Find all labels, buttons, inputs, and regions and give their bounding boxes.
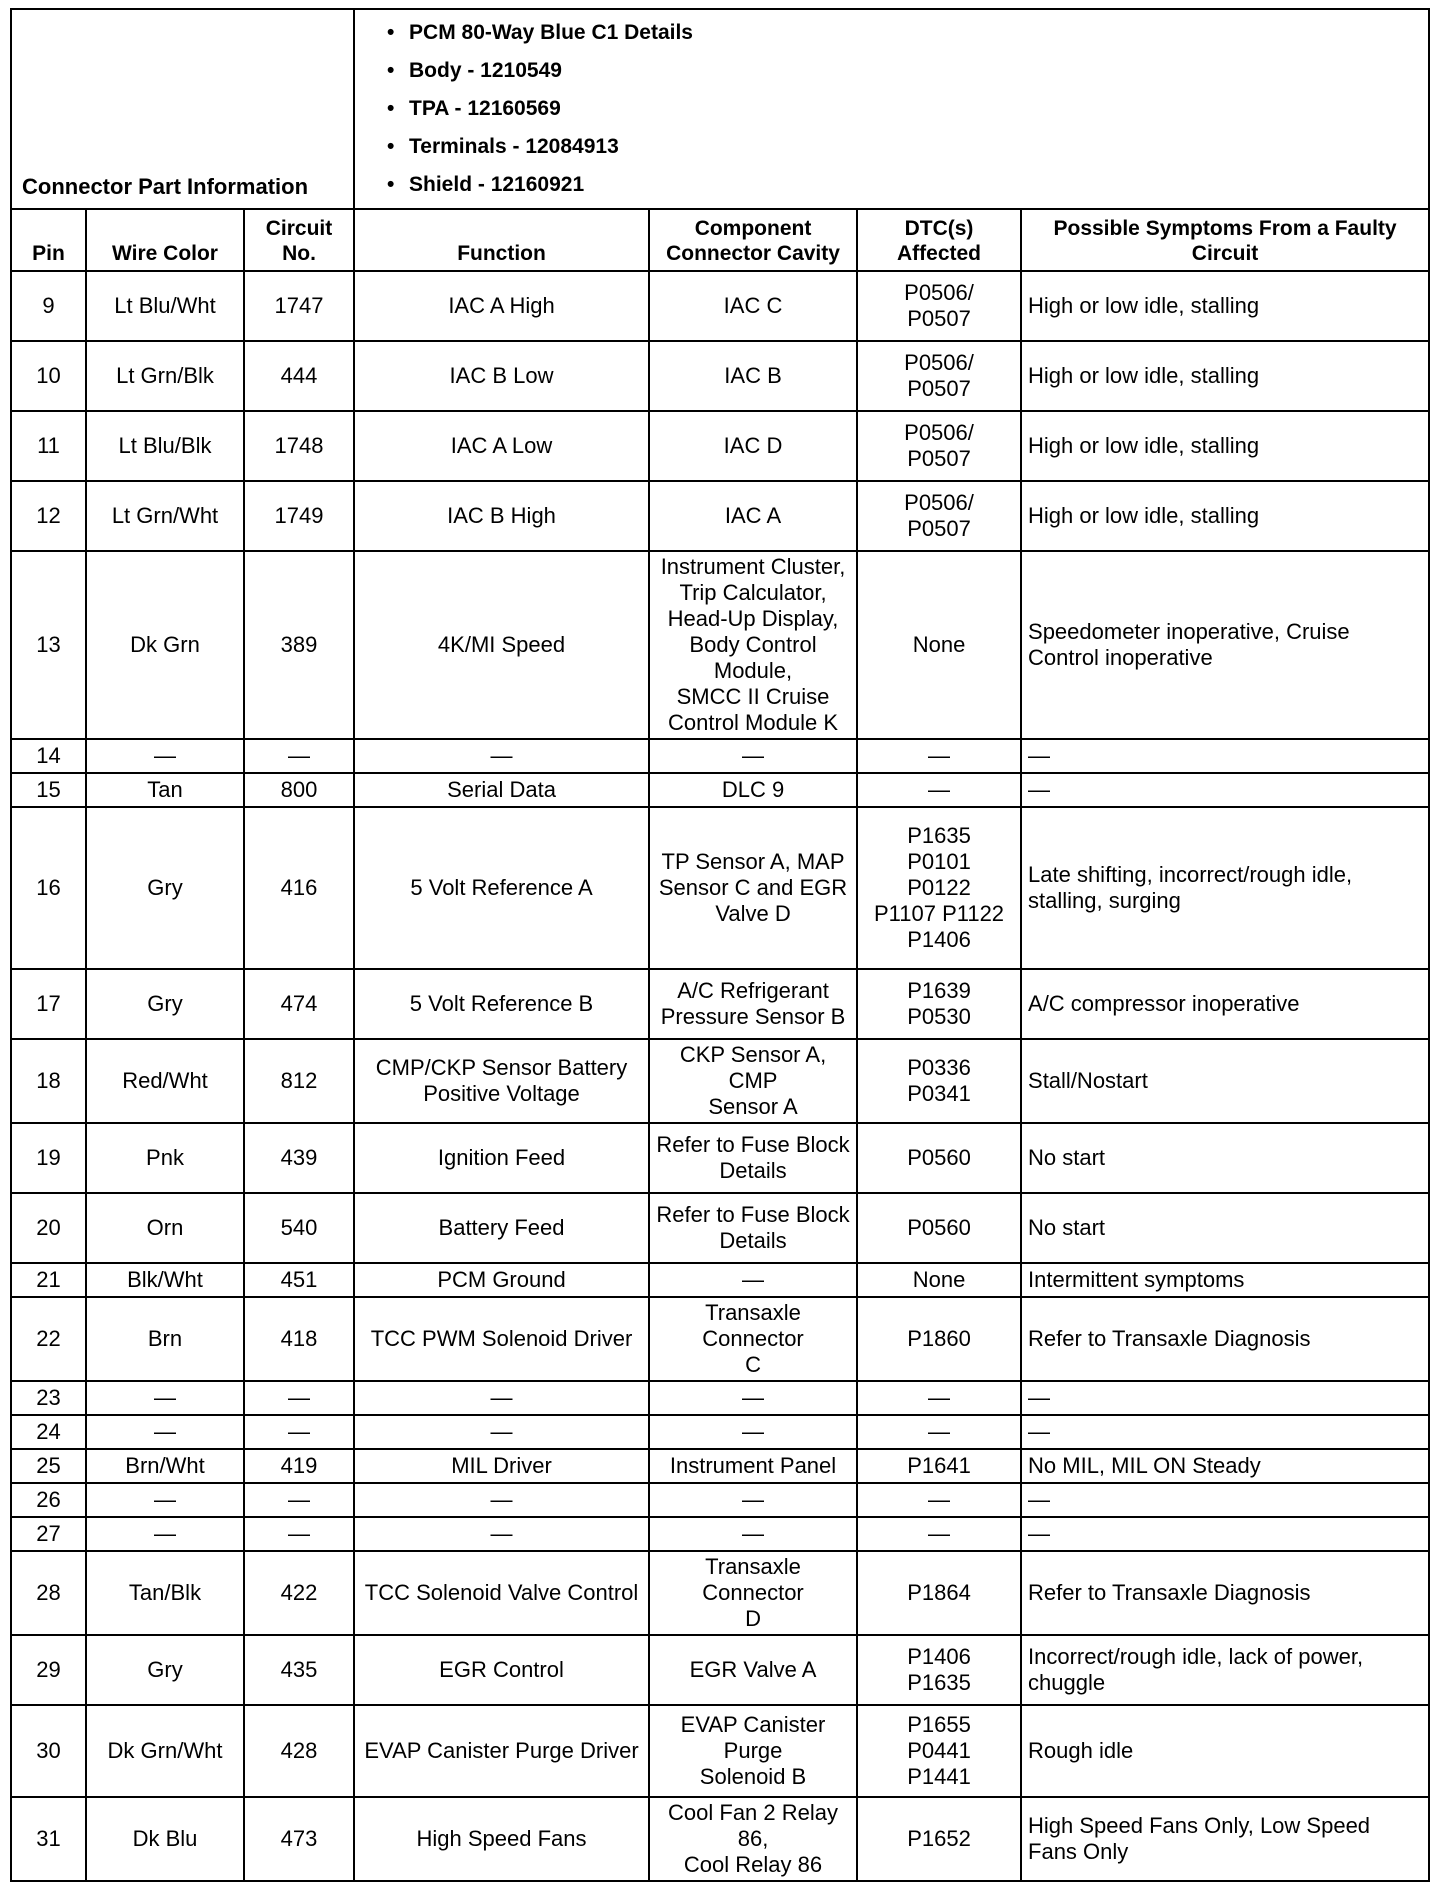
- component-cell: IAC A: [649, 481, 857, 551]
- dtc-cell: P1406 P1635: [857, 1635, 1021, 1705]
- symptoms-cell: Speedometer inoperative, Cruise Control inoperative: [1021, 551, 1429, 739]
- symptoms-cell: —: [1021, 1415, 1429, 1449]
- circuit-cell: 389: [244, 551, 354, 739]
- connector-pinout-sheet: [10, 8, 1428, 1882]
- symptoms-cell: Late shifting, incorrect/rough idle, stalling, surging: [1021, 807, 1429, 969]
- circuit-cell: 800: [244, 773, 354, 807]
- connector-info-item: • Body - 1210549: [409, 52, 1420, 90]
- wire-color-cell: Lt Blu/Wht: [86, 271, 244, 341]
- table-row: [11, 1517, 1429, 1551]
- pin-cell: 30: [11, 1705, 86, 1797]
- function-cell: High Speed Fans: [354, 1797, 649, 1881]
- table-row: [11, 1297, 1429, 1381]
- component-cell: IAC C: [649, 271, 857, 341]
- dtc-cell: P1860: [857, 1297, 1021, 1381]
- component-cell: IAC B: [649, 341, 857, 411]
- dtc-cell: —: [857, 1381, 1021, 1415]
- function-cell: 4K/MI Speed: [354, 551, 649, 739]
- circuit-cell: 473: [244, 1797, 354, 1881]
- wire-color-cell: Gry: [86, 969, 244, 1039]
- symptoms-cell: —: [1021, 1517, 1429, 1551]
- function-cell: TCC Solenoid Valve Control: [354, 1551, 649, 1635]
- function-cell: EGR Control: [354, 1635, 649, 1705]
- table-row: [11, 271, 1429, 341]
- dtc-cell: P1652: [857, 1797, 1021, 1881]
- dtc-cell: P1864: [857, 1551, 1021, 1635]
- function-cell: —: [354, 1415, 649, 1449]
- component-cell: A/C Refrigerant Pressure Sensor B: [649, 969, 857, 1039]
- component-cell: Instrument Panel: [649, 1449, 857, 1483]
- pin-cell: 31: [11, 1797, 86, 1881]
- connector-info-label: Connector Part Information: [11, 9, 354, 209]
- component-cell: Refer to Fuse Block Details: [649, 1123, 857, 1193]
- table-row: [11, 807, 1429, 969]
- symptoms-cell: —: [1021, 773, 1429, 807]
- function-cell: —: [354, 1483, 649, 1517]
- pin-cell: 25: [11, 1449, 86, 1483]
- wire-color-cell: —: [86, 1483, 244, 1517]
- symptoms-cell: Rough idle: [1021, 1705, 1429, 1797]
- connector-info-list-cell: [354, 9, 1429, 209]
- component-cell: CKP Sensor A, CMP Sensor A: [649, 1039, 857, 1123]
- wire-color-cell: Lt Grn/Wht: [86, 481, 244, 551]
- pin-cell: 10: [11, 341, 86, 411]
- table-row: [11, 1415, 1429, 1449]
- pin-cell: 21: [11, 1263, 86, 1297]
- pin-cell: 15: [11, 773, 86, 807]
- function-cell: EVAP Canister Purge Driver: [354, 1705, 649, 1797]
- col-header-function: Function: [354, 209, 649, 271]
- wire-color-cell: —: [86, 739, 244, 773]
- wire-color-cell: Brn: [86, 1297, 244, 1381]
- table-row: [11, 481, 1429, 551]
- wire-color-cell: Tan/Blk: [86, 1551, 244, 1635]
- col-header-dtc: DTC(s) Affected: [857, 209, 1021, 271]
- component-cell: EVAP Canister Purge Solenoid B: [649, 1705, 857, 1797]
- circuit-cell: 1747: [244, 271, 354, 341]
- dtc-cell: —: [857, 1517, 1021, 1551]
- circuit-cell: —: [244, 1381, 354, 1415]
- component-cell: —: [649, 1483, 857, 1517]
- dtc-cell: P1641: [857, 1449, 1021, 1483]
- dtc-cell: —: [857, 773, 1021, 807]
- symptoms-cell: High or low idle, stalling: [1021, 481, 1429, 551]
- table-row: [11, 969, 1429, 1039]
- col-header-component: Component Connector Cavity: [649, 209, 857, 271]
- component-cell: —: [649, 1517, 857, 1551]
- pin-cell: 12: [11, 481, 86, 551]
- component-cell: —: [649, 1381, 857, 1415]
- circuit-cell: —: [244, 1483, 354, 1517]
- table-row: [11, 341, 1429, 411]
- dtc-cell: P1655 P0441 P1441: [857, 1705, 1021, 1797]
- dtc-cell: P1639 P0530: [857, 969, 1021, 1039]
- dtc-cell: P0560: [857, 1193, 1021, 1263]
- connector-info-item: • PCM 80-Way Blue C1 Details: [409, 14, 1420, 52]
- pin-cell: 22: [11, 1297, 86, 1381]
- pin-cell: 19: [11, 1123, 86, 1193]
- function-cell: IAC A High: [354, 271, 649, 341]
- pin-cell: 18: [11, 1039, 86, 1123]
- function-cell: IAC B High: [354, 481, 649, 551]
- symptoms-cell: High Speed Fans Only, Low Speed Fans Only: [1021, 1797, 1429, 1881]
- circuit-cell: 422: [244, 1551, 354, 1635]
- wire-color-cell: Red/Wht: [86, 1039, 244, 1123]
- symptoms-cell: No MIL, MIL ON Steady: [1021, 1449, 1429, 1483]
- pin-cell: 17: [11, 969, 86, 1039]
- pin-cell: 26: [11, 1483, 86, 1517]
- symptoms-cell: Refer to Transaxle Diagnosis: [1021, 1551, 1429, 1635]
- table-row: [11, 1483, 1429, 1517]
- function-cell: MIL Driver: [354, 1449, 649, 1483]
- circuit-cell: —: [244, 739, 354, 773]
- col-header-wire-color: Wire Color: [86, 209, 244, 271]
- dtc-cell: —: [857, 1483, 1021, 1517]
- dtc-cell: P0506/ P0507: [857, 411, 1021, 481]
- component-cell: TP Sensor A, MAP Sensor C and EGR Valve D: [649, 807, 857, 969]
- function-cell: PCM Ground: [354, 1263, 649, 1297]
- symptoms-cell: —: [1021, 1381, 1429, 1415]
- function-cell: 5 Volt Reference A: [354, 807, 649, 969]
- table-row: [11, 739, 1429, 773]
- pin-cell: 13: [11, 551, 86, 739]
- function-cell: —: [354, 739, 649, 773]
- symptoms-cell: High or low idle, stalling: [1021, 411, 1429, 481]
- component-cell: Refer to Fuse Block Details: [649, 1193, 857, 1263]
- wire-color-cell: Tan: [86, 773, 244, 807]
- connector-info-item: • Terminals - 12084913: [409, 128, 1420, 166]
- connector-info-row: [11, 9, 1429, 209]
- table-row: [11, 1039, 1429, 1123]
- column-header-row: [11, 209, 1429, 271]
- table-row: [11, 1123, 1429, 1193]
- function-cell: Battery Feed: [354, 1193, 649, 1263]
- dtc-cell: None: [857, 1263, 1021, 1297]
- dtc-cell: —: [857, 1415, 1021, 1449]
- table-row: [11, 1551, 1429, 1635]
- component-cell: Instrument Cluster, Trip Calculator, Head-Up Display, Body Control Module, SMCC II Cruise Control Module K: [649, 551, 857, 739]
- component-cell: Transaxle Connector D: [649, 1551, 857, 1635]
- component-cell: —: [649, 1263, 857, 1297]
- pin-cell: 24: [11, 1415, 86, 1449]
- component-cell: Cool Fan 2 Relay 86, Cool Relay 86: [649, 1797, 857, 1881]
- circuit-cell: 474: [244, 969, 354, 1039]
- symptoms-cell: No start: [1021, 1123, 1429, 1193]
- circuit-cell: 428: [244, 1705, 354, 1797]
- table-row: [11, 773, 1429, 807]
- component-cell: DLC 9: [649, 773, 857, 807]
- pin-cell: 11: [11, 411, 86, 481]
- circuit-cell: 1748: [244, 411, 354, 481]
- pin-cell: 29: [11, 1635, 86, 1705]
- wire-color-cell: Blk/Wht: [86, 1263, 244, 1297]
- symptoms-cell: Stall/Nostart: [1021, 1039, 1429, 1123]
- circuit-cell: 419: [244, 1449, 354, 1483]
- table-row: [11, 1705, 1429, 1797]
- col-header-pin: Pin: [11, 209, 86, 271]
- dtc-cell: P0336 P0341: [857, 1039, 1021, 1123]
- table-row: [11, 411, 1429, 481]
- symptoms-cell: —: [1021, 1483, 1429, 1517]
- function-cell: TCC PWM Solenoid Driver: [354, 1297, 649, 1381]
- component-cell: IAC D: [649, 411, 857, 481]
- function-cell: 5 Volt Reference B: [354, 969, 649, 1039]
- connector-info-item: • Shield - 12160921: [409, 166, 1420, 204]
- wire-color-cell: Gry: [86, 807, 244, 969]
- function-cell: Ignition Feed: [354, 1123, 649, 1193]
- connector-pinout-table: [10, 8, 1430, 1882]
- symptoms-cell: No start: [1021, 1193, 1429, 1263]
- pin-cell: 16: [11, 807, 86, 969]
- dtc-cell: P0506/ P0507: [857, 341, 1021, 411]
- symptoms-cell: High or low idle, stalling: [1021, 271, 1429, 341]
- table-row: [11, 1193, 1429, 1263]
- circuit-cell: —: [244, 1415, 354, 1449]
- wire-color-cell: Lt Grn/Blk: [86, 341, 244, 411]
- symptoms-cell: A/C compressor inoperative: [1021, 969, 1429, 1039]
- col-header-symptoms: Possible Symptoms From a Faulty Circuit: [1021, 209, 1429, 271]
- table-row: [11, 551, 1429, 739]
- symptoms-cell: Incorrect/rough idle, lack of power, chuggle: [1021, 1635, 1429, 1705]
- component-cell: Transaxle Connector C: [649, 1297, 857, 1381]
- wire-color-cell: Gry: [86, 1635, 244, 1705]
- function-cell: —: [354, 1517, 649, 1551]
- component-cell: —: [649, 739, 857, 773]
- pin-cell: 28: [11, 1551, 86, 1635]
- wire-color-cell: Lt Blu/Blk: [86, 411, 244, 481]
- wire-color-cell: —: [86, 1517, 244, 1551]
- wire-color-cell: Dk Blu: [86, 1797, 244, 1881]
- table-row: [11, 1381, 1429, 1415]
- circuit-cell: 435: [244, 1635, 354, 1705]
- circuit-cell: 1749: [244, 481, 354, 551]
- circuit-cell: 444: [244, 341, 354, 411]
- circuit-cell: 451: [244, 1263, 354, 1297]
- symptoms-cell: Intermittent symptoms: [1021, 1263, 1429, 1297]
- dtc-cell: P1635 P0101 P0122 P1107 P1122 P1406: [857, 807, 1021, 969]
- pin-cell: 20: [11, 1193, 86, 1263]
- pin-cell: 14: [11, 739, 86, 773]
- wire-color-cell: —: [86, 1381, 244, 1415]
- connector-info-list: [385, 14, 1420, 204]
- dtc-cell: None: [857, 551, 1021, 739]
- circuit-cell: —: [244, 1517, 354, 1551]
- component-cell: —: [649, 1415, 857, 1449]
- function-cell: IAC A Low: [354, 411, 649, 481]
- function-cell: IAC B Low: [354, 341, 649, 411]
- table-row: [11, 1263, 1429, 1297]
- table-row: [11, 1797, 1429, 1881]
- symptoms-cell: High or low idle, stalling: [1021, 341, 1429, 411]
- circuit-cell: 418: [244, 1297, 354, 1381]
- connector-info-item: • TPA - 12160569: [409, 90, 1420, 128]
- pin-cell: 9: [11, 271, 86, 341]
- pin-cell: 23: [11, 1381, 86, 1415]
- component-cell: EGR Valve A: [649, 1635, 857, 1705]
- dtc-cell: P0506/ P0507: [857, 271, 1021, 341]
- wire-color-cell: Orn: [86, 1193, 244, 1263]
- circuit-cell: 439: [244, 1123, 354, 1193]
- circuit-cell: 416: [244, 807, 354, 969]
- table-row: [11, 1449, 1429, 1483]
- dtc-cell: P0506/ P0507: [857, 481, 1021, 551]
- col-header-circuit: Circuit No.: [244, 209, 354, 271]
- wire-color-cell: Dk Grn/Wht: [86, 1705, 244, 1797]
- symptoms-cell: Refer to Transaxle Diagnosis: [1021, 1297, 1429, 1381]
- wire-color-cell: Dk Grn: [86, 551, 244, 739]
- symptoms-cell: —: [1021, 739, 1429, 773]
- circuit-cell: 812: [244, 1039, 354, 1123]
- wire-color-cell: Pnk: [86, 1123, 244, 1193]
- dtc-cell: P0560: [857, 1123, 1021, 1193]
- pin-cell: 27: [11, 1517, 86, 1551]
- dtc-cell: —: [857, 739, 1021, 773]
- wire-color-cell: —: [86, 1415, 244, 1449]
- function-cell: Serial Data: [354, 773, 649, 807]
- function-cell: —: [354, 1381, 649, 1415]
- table-row: [11, 1635, 1429, 1705]
- wire-color-cell: Brn/Wht: [86, 1449, 244, 1483]
- function-cell: CMP/CKP Sensor Battery Positive Voltage: [354, 1039, 649, 1123]
- circuit-cell: 540: [244, 1193, 354, 1263]
